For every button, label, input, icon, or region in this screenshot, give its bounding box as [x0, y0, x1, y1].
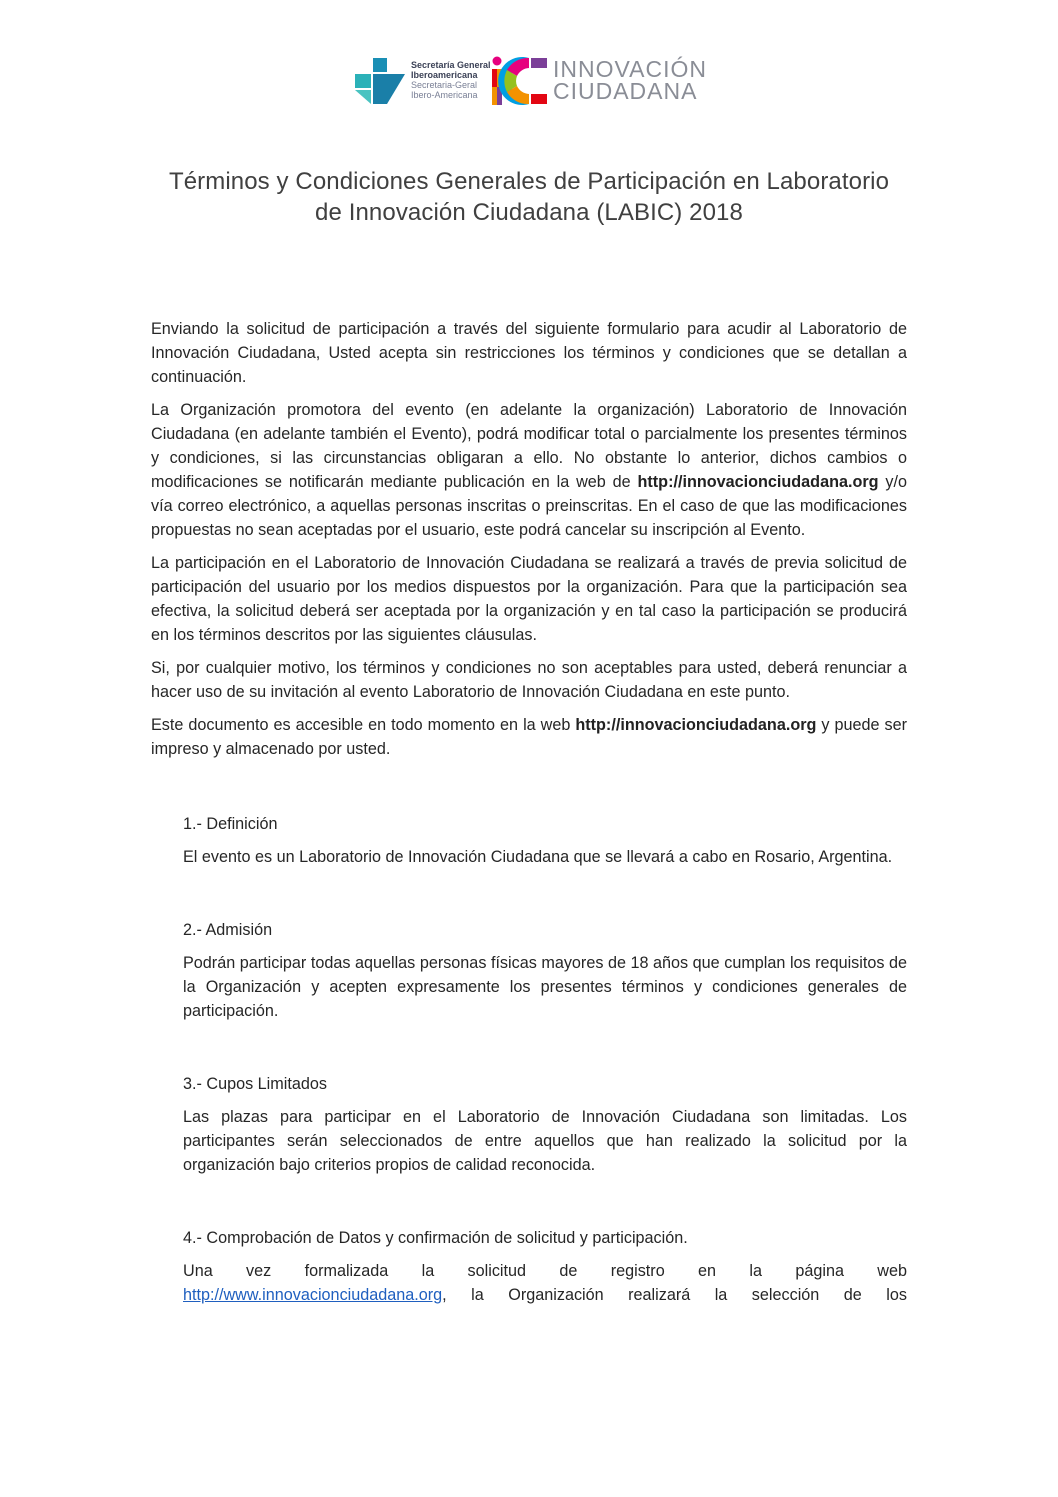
- section-body-line-1: Una vez formalizada la solicitud de registro en la página web: [183, 1262, 907, 1280]
- section-cupos-limitados: [183, 1072, 907, 1177]
- section-body: Las plazas para participar en el Laboratorio de Innovación Ciudadana son limitadas. Los participantes serán seleccionados de entre aquellos que han realizado la solicitud por la organización bajo criterios propios de calidad reconocida.: [183, 1108, 907, 1174]
- innovacion-ciudadana-wordmark: [553, 58, 707, 102]
- innovacion-link-2[interactable]: http://innovacionciudadana.org: [575, 716, 817, 734]
- title-line-2: de Innovación Ciudadana (LABIC) 2018: [315, 199, 743, 226]
- section-heading: 3.- Cupos Limitados: [183, 1075, 327, 1093]
- intro-paragraph-3: La participación en el Laboratorio de Innovación Ciudadana se realizará a través de previa solicitud de participación del usuario por los medios dispuestos por la organización. Para que la participación sea efectiva, la solicitud deberá ser aceptada por la organización y en tal caso la participación se producirá en los términos descritos por las siguientes cláusulas.: [151, 554, 907, 644]
- intro-p5-text-b: y puede ser impreso y almacenado por usted.: [151, 716, 908, 758]
- intro-p2-text-b: y/o vía correo electrónico, a aquellas personas inscritas o preinscritas. En el caso de que las modificaciones propuestas no sean aceptadas por el usuario, este podrá cancelar su inscripción al Evento.: [151, 473, 908, 539]
- section-heading: 1.- Definición: [183, 815, 278, 833]
- section-heading: 2.- Admisión: [183, 921, 273, 939]
- document-body: [151, 317, 907, 1307]
- section-body: Podrán participar todas aquellas personas físicas mayores de 18 años que cumplan los requisitos de la Organización y acepten expresamente los presentes términos y condiciones generales de participación.: [183, 954, 907, 1020]
- header-logos: [355, 56, 705, 108]
- section-body-line-2: [183, 1283, 907, 1307]
- intro-paragraph-1: Enviando la solicitud de participación a través del siguiente formulario para acudir al Laboratorio de Innovación Ciudadana, Usted acepta sin restricciones los términos y condiciones que se detallan a continuación.: [151, 320, 907, 386]
- document-title: [120, 166, 938, 228]
- section-body: El evento es un Laboratorio de Innovación Ciudadana que se llevará a cabo en Rosario, Argentina.: [183, 848, 893, 866]
- title-line-1: Términos y Condiciones Generales de Participación en Laboratorio: [168, 168, 890, 195]
- section-comprobacion-datos: [183, 1226, 907, 1307]
- ic-line-2: CIUDADANA: [553, 78, 698, 104]
- section-definicion: [183, 812, 907, 869]
- intro-paragraph-4: Si, por cualquier motivo, los términos y condiciones no son aceptables para usted, deberá renunciar a hacer uso de su invitación al evento Laboratorio de Innovación Ciudadana en este punto.: [151, 659, 907, 701]
- intro-p2-text-a: La Organización promotora del evento (en adelante la organización) Laboratorio de Innovación Ciudadana (en adelante también el Evento), podrá modificar total o parcialmente los presentes términos y condiciones, si las circunstancias obligaran a ello. No obstante lo anterior, dichos cambios o modificaciones se notificarán mediante publicación en la web de: [151, 401, 907, 491]
- section-admision: [183, 918, 907, 1023]
- innovacion-link-1[interactable]: http://innovacionciudadana.org: [637, 473, 879, 491]
- segib-line-3: Secretaria-Geral: [411, 80, 478, 90]
- innovacion-www-link[interactable]: http://www.innovacionciudadana.org: [183, 1286, 443, 1304]
- segib-wordmark: [411, 60, 491, 100]
- innovacion-ciudadana-logo-icon: [491, 56, 549, 106]
- intro-paragraph-2: [151, 398, 907, 542]
- segib-logo-icon: [355, 58, 405, 104]
- intro-p5-text-a: Este documento es accesible en todo momento en la web: [151, 716, 576, 734]
- segib-line-1: Secretaría General: [411, 60, 491, 70]
- segib-line-2: Iberoamericana: [411, 70, 478, 80]
- section-heading: 4.- Comprobación de Datos y confirmación de solicitud y participación.: [183, 1229, 688, 1247]
- intro-paragraph-5: [151, 713, 907, 761]
- section-body-text-b: , la Organización realizará la selección de los: [442, 1286, 907, 1304]
- ic-line-1: INNOVACIÓN: [553, 56, 707, 82]
- segib-line-4: Ibero-Americana: [411, 90, 478, 100]
